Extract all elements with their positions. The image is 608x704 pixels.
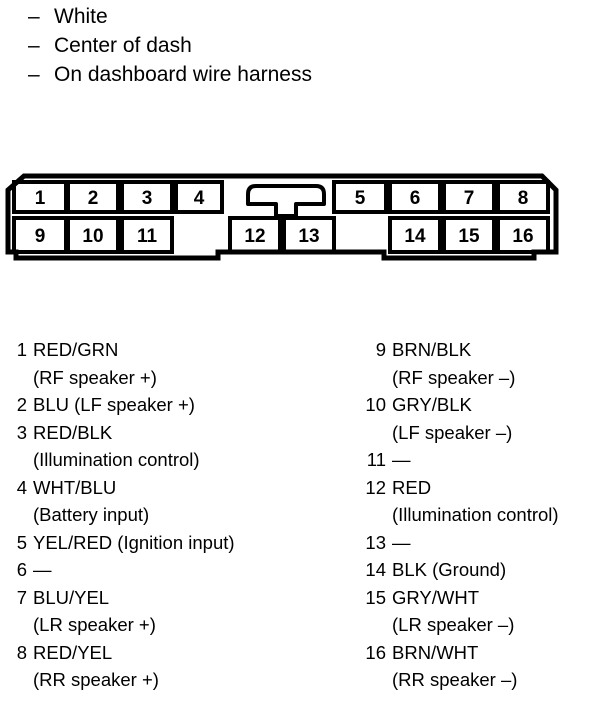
pin-list-right bbox=[358, 336, 559, 694]
pin-label-5: 5 bbox=[354, 188, 366, 209]
pin-number: 16 bbox=[365, 641, 386, 663]
connector-diagram bbox=[0, 168, 608, 268]
pin-description: (RR speaker +) bbox=[33, 669, 159, 690]
pin-wire: RED/GRN bbox=[33, 339, 119, 360]
pin-description: (RF speaker +) bbox=[33, 366, 157, 388]
pin-wire: WHT/BLU bbox=[33, 476, 117, 498]
note-color bbox=[28, 2, 312, 31]
pin-wire: — bbox=[392, 449, 411, 470]
note-location bbox=[28, 31, 312, 60]
pin-wire: BRN/BLK bbox=[392, 339, 472, 360]
pin-entry-8 bbox=[10, 639, 235, 694]
pin-description: (LF speaker –) bbox=[392, 421, 513, 443]
pin-description: (LR speaker +) bbox=[33, 614, 156, 635]
pin-number: 13 bbox=[365, 531, 386, 553]
pin-number: 15 bbox=[365, 586, 386, 608]
pin-description: (Illumination control) bbox=[392, 504, 559, 525]
pin-entry-7 bbox=[10, 584, 235, 639]
pin-wire: GRY/BLK bbox=[392, 394, 472, 415]
pin-label-16: 16 bbox=[512, 226, 534, 247]
pin-list-left bbox=[10, 336, 235, 694]
pin-wire: BLU (LF speaker +) bbox=[33, 394, 195, 415]
pin-label-1: 1 bbox=[34, 188, 46, 209]
pin-label-10: 10 bbox=[82, 226, 104, 247]
pin-number: 2 bbox=[16, 394, 27, 415]
pin-number: 5 bbox=[16, 531, 27, 553]
pin-label-7: 7 bbox=[463, 188, 475, 209]
pin-number: 8 bbox=[16, 641, 27, 663]
pin-entry-9 bbox=[358, 336, 559, 391]
pin-number: 3 bbox=[16, 421, 27, 443]
pin-entry-1 bbox=[10, 336, 235, 391]
pin-wire: BLU/YEL bbox=[33, 586, 110, 608]
pin-entry-14 bbox=[358, 556, 559, 584]
dash-glyph: – bbox=[28, 63, 40, 86]
note-text: Center of dash bbox=[54, 34, 192, 57]
pin-entry-15 bbox=[358, 584, 559, 639]
pin-number: 14 bbox=[365, 559, 386, 580]
pin-label-9: 9 bbox=[34, 226, 46, 247]
pin-entry-4 bbox=[10, 474, 235, 529]
pin-wire: RED/YEL bbox=[33, 641, 113, 663]
pin-description: (RR speaker –) bbox=[392, 669, 518, 690]
pin-entry-6 bbox=[10, 556, 235, 584]
pin-wire: GRY/WHT bbox=[392, 586, 480, 608]
pin-entry-13 bbox=[358, 529, 559, 557]
pin-entry-16 bbox=[358, 639, 559, 694]
pin-label-13: 13 bbox=[298, 226, 320, 247]
pin-number: 1 bbox=[16, 339, 27, 360]
pin-label-3: 3 bbox=[141, 188, 153, 209]
dash-glyph: – bbox=[28, 34, 40, 57]
note-text: White bbox=[54, 5, 108, 28]
note-harness bbox=[28, 60, 312, 89]
pin-wire: — bbox=[33, 559, 52, 580]
connector-notes bbox=[28, 2, 312, 89]
pin-label-6: 6 bbox=[409, 188, 421, 209]
pin-description: (LR speaker –) bbox=[392, 614, 515, 635]
pin-entry-2 bbox=[10, 391, 235, 419]
note-text: On dashboard wire harness bbox=[54, 63, 312, 86]
pin-wire: YEL/RED (Ignition input) bbox=[33, 531, 235, 553]
pin-label-14: 14 bbox=[404, 226, 426, 247]
pin-wire: RED/BLK bbox=[33, 421, 113, 443]
pin-description: (Illumination control) bbox=[33, 449, 200, 470]
pin-number: 6 bbox=[16, 559, 27, 580]
pin-wire: — bbox=[392, 531, 411, 553]
pin-label-12: 12 bbox=[244, 226, 266, 247]
pin-entry-10 bbox=[358, 391, 559, 446]
pin-label-4: 4 bbox=[193, 188, 205, 209]
pin-wire: BLK (Ground) bbox=[392, 559, 507, 580]
pin-number: 7 bbox=[16, 586, 27, 608]
pin-label-8: 8 bbox=[517, 188, 529, 209]
pin-number: 12 bbox=[365, 476, 386, 498]
pin-description: (Battery input) bbox=[33, 504, 150, 525]
pin-number: 11 bbox=[366, 449, 386, 470]
pin-description: (RF speaker –) bbox=[392, 366, 516, 388]
pin-entry-5 bbox=[10, 529, 235, 557]
pin-number: 9 bbox=[375, 339, 386, 360]
pin-entry-12 bbox=[358, 474, 559, 529]
pin-number: 10 bbox=[365, 394, 386, 415]
dash-glyph: – bbox=[28, 5, 40, 28]
pin-wire: RED bbox=[392, 476, 432, 498]
pin-entry-11 bbox=[358, 446, 559, 474]
locking-tab bbox=[248, 186, 324, 216]
pin-number: 4 bbox=[16, 476, 27, 498]
pin-wire: BRN/WHT bbox=[392, 641, 479, 663]
pin-label-15: 15 bbox=[458, 226, 480, 247]
pin-entry-3 bbox=[10, 419, 235, 474]
pin-label-11: 11 bbox=[136, 226, 158, 247]
pin-label-2: 2 bbox=[87, 188, 99, 209]
